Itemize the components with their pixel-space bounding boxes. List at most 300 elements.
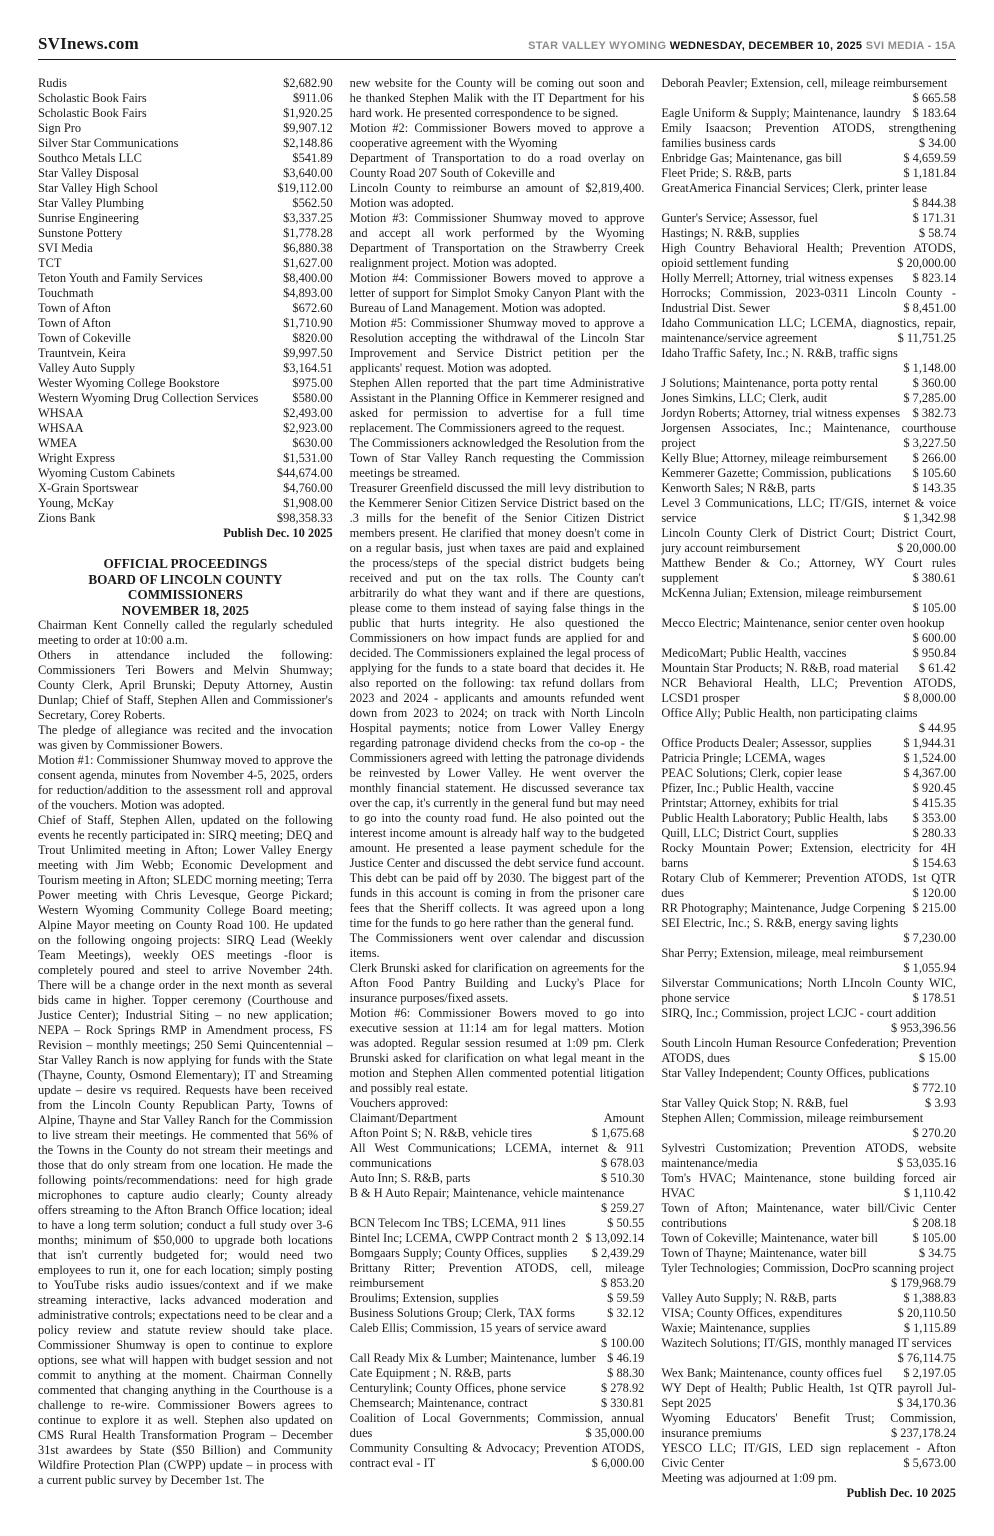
amount-value: $1,531.00: [283, 451, 333, 465]
amount-value: $ 1,675.68: [591, 1126, 645, 1140]
amount-value: $ 183.64: [912, 106, 957, 120]
amount-value: $1,908.00: [283, 496, 333, 510]
claimant-label: South Lincoln Human Resource Confederation; Prevention ATODS, dues: [661, 1036, 957, 1065]
ledger-row: [661, 871, 956, 901]
ledger-row: [661, 241, 956, 271]
article-paragraph: The Commissioners went over calendar and discussion items.: [349, 931, 645, 960]
ledger-row: [661, 826, 956, 841]
ledger-row: [661, 706, 956, 736]
amount-value: $ 330.81: [600, 1396, 645, 1410]
ledger-row: [661, 1006, 956, 1036]
claimant-label: MedicoMart; Public Health, vaccines: [661, 646, 847, 660]
ledger-row: [661, 1291, 956, 1306]
amount-value: $580.00: [292, 391, 333, 405]
claimant-label: Town of Afton; Maintenance, water bill/Civic Center contributions: [661, 1201, 957, 1230]
amount-value: $ 44.95: [918, 721, 957, 735]
article-paragraph: Department of Transportation to do a road overlay on County Road 207 South of Cokeville and: [349, 151, 645, 180]
ledger-row: [661, 421, 956, 451]
ledger-row: [661, 481, 956, 496]
claimant-label: WHSAA: [38, 421, 84, 435]
ledger-row: [38, 361, 333, 376]
ledger-row: [661, 76, 956, 106]
amount-value: $2,923.00: [283, 421, 333, 435]
ledger-row: [38, 511, 333, 526]
column1-paragraphs: [38, 618, 333, 1488]
amount-value: $ 353.00: [912, 811, 957, 825]
ledger-row: [661, 1366, 956, 1381]
claimant-label: Star Valley Quick Stop; N. R&B, fuel: [661, 1096, 849, 1110]
amount-value: $ 2,197.05: [903, 1366, 957, 1380]
claimant-label: Brittany Ritter; Prevention ATODS, cell, mileage reimbursement: [349, 1261, 645, 1290]
ledger-row: [661, 976, 956, 1006]
amount-value: $ 266.00: [912, 451, 957, 465]
folio-date: WEDNESDAY, DECEMBER 10, 2025: [669, 40, 863, 52]
amount-value: $ 88.30: [607, 1366, 645, 1380]
ledger-row: [350, 1321, 645, 1351]
article-columns: [38, 76, 956, 1501]
ledger-row: [350, 1126, 645, 1141]
claimant-label: Office Ally; Public Health, non participating claims: [661, 706, 918, 720]
ledger-row: [38, 466, 333, 481]
amount-value: $6,880.38: [283, 241, 333, 255]
amount-value: $ 154.63: [912, 856, 957, 870]
amount-value: $ 2,439.29: [591, 1246, 645, 1260]
claimant-label: WHSAA: [38, 406, 84, 420]
amount-value: $9,907.12: [283, 121, 333, 135]
amount-value: $ 50.55: [607, 1216, 645, 1230]
claimant-label: TCT: [38, 256, 62, 270]
amount-value: $ 280.33: [912, 826, 957, 840]
ledger-row: [661, 151, 956, 166]
amount-value: $1,627.00: [283, 256, 333, 270]
claimant-label: Stephen Allen; Commission, mileage reimbursement: [661, 1111, 924, 1125]
article-paragraph: Motion #3: Commissioner Shumway moved to approve and accept all work performed by the Wyoming Department of Transportation on the Strawberry Creek realignment project. Motion was adopted.: [349, 211, 645, 270]
claimant-label: Afton Point S; N. R&B, vehicle tires: [349, 1126, 533, 1140]
ledger-row: [661, 1171, 956, 1201]
ledger-row: [38, 211, 333, 226]
claimant-label: J Solutions; Maintenance, porta potty rental: [661, 376, 879, 390]
amount-value: $ 100.00: [600, 1336, 645, 1350]
amount-value: $ 32.12: [607, 1306, 645, 1320]
article-paragraph: Motion #1: Commissioner Shumway moved to approve the consent agenda, minutes from November 4-5, 2025, orders for reduction/addition to the assessment roll and approval of the vouchers. Motion was adopted.: [38, 753, 333, 812]
amount-value: $672.60: [292, 301, 333, 315]
claimant-label: Auto Inn; S. R&B, parts: [349, 1171, 471, 1185]
amount-value: $ 1,055.94: [903, 961, 957, 975]
amount-value: $ 1,524.00: [903, 751, 957, 765]
amount-value: $ 6,000.00: [591, 1456, 645, 1470]
claimant-label: SEI Electric, Inc.; S. R&B, energy saving lights: [661, 916, 899, 930]
ledger-row: [38, 121, 333, 136]
ledger-row: [661, 811, 956, 826]
claimant-label: Young, McKay: [38, 496, 114, 510]
ledger-row: [661, 946, 956, 976]
ledger-row: [38, 301, 333, 316]
amount-value: $ 208.18: [912, 1216, 957, 1230]
claimant-label: Hastings; N. R&B, supplies: [661, 226, 800, 240]
ledger-row: [38, 421, 333, 436]
publish-line-2: Publish Dec. 10 2025: [846, 1486, 957, 1500]
amount-value: $2,493.00: [283, 406, 333, 420]
ledger-row: [661, 1231, 956, 1246]
voucher-amount-header: Amount: [603, 1111, 645, 1125]
article-paragraph: Clerk Brunski asked for clarification on agreements for the Afton Food Pantry Building and Lucky's Place for insurance purposes/fixed assets.: [349, 961, 645, 1005]
ledger-row: [38, 196, 333, 211]
ledger-row: [661, 1306, 956, 1321]
claimant-label: Scholastic Book Fairs: [38, 91, 147, 105]
claimant-label: Business Solutions Group; Clerk, TAX forms: [349, 1306, 575, 1320]
claimant-label: Valley Auto Supply; N. R&B, parts: [661, 1291, 837, 1305]
amount-value: $ 105.60: [912, 466, 957, 480]
ledger-row: [661, 1246, 956, 1261]
ledger-row: [350, 1351, 645, 1366]
claimant-label: Wazitech Solutions; IT/GIS, monthly managed IT services: [661, 1336, 952, 1350]
claimant-label: Fleet Pride; S. R&B, parts: [661, 166, 792, 180]
claimant-label: Matthew Bender & Co.; Attorney, WY Court rules supplement: [661, 556, 957, 585]
ledger-row: [38, 496, 333, 511]
claimant-label: Star Valley Plumbing: [38, 196, 144, 210]
claimant-label: Teton Youth and Family Services: [38, 271, 203, 285]
article-paragraph: The Commissioners acknowledged the Resolution from the Town of Star Valley Ranch requesting the Commission meetings be streamed.: [349, 436, 645, 480]
amount-value: $ 61.42: [918, 661, 957, 675]
ledger-row: [38, 376, 333, 391]
amount-value: $ 1,342.98: [903, 511, 957, 525]
claimant-label: VISA; County Offices, expenditures: [661, 1306, 843, 1320]
ledger-row: [661, 496, 956, 526]
claimant-label: Western Wyoming Drug Collection Services: [38, 391, 259, 405]
claimant-label: Sunstone Pottery: [38, 226, 123, 240]
amount-value: $ 4,659.59: [903, 151, 957, 165]
masthead-divider: [38, 59, 956, 60]
ledger-row: [661, 1441, 956, 1471]
amount-value: $ 1,115.89: [903, 1321, 957, 1335]
column2-paragraphs: [350, 76, 645, 1111]
ledger-row: [661, 391, 956, 406]
amount-value: $ 20,000.00: [897, 541, 957, 555]
amount-value: $ 950.84: [912, 646, 957, 660]
claimant-label: Sylvestri Customization; Prevention ATODS, website maintenance/media: [661, 1141, 957, 1170]
amount-value: $820.00: [292, 331, 333, 345]
ledger-row: [38, 451, 333, 466]
ledger-row: [38, 256, 333, 271]
claimant-label: SVI Media: [38, 241, 93, 255]
claimant-label: Printstar; Attorney, exhibits for trial: [661, 796, 839, 810]
claimant-label: PEAC Solutions; Clerk, copier lease: [661, 766, 843, 780]
folio-line: [528, 40, 956, 52]
ledger-row: [350, 1231, 645, 1246]
claimant-label: WY Dept of Health; Public Health, 1st QTR payroll Jul-Sept 2025: [661, 1381, 957, 1410]
amount-value: $ 1,110.42: [903, 1186, 957, 1200]
claimant-label: WMEA: [38, 436, 78, 450]
claimant-label: Sunrise Engineering: [38, 211, 139, 225]
claimant-label: Call Ready Mix & Lumber; Maintenance, lumber: [349, 1351, 596, 1365]
claimant-label: High Country Behavioral Health; Prevention ATODS, opioid settlement funding: [661, 241, 957, 270]
claimant-label: Wyoming Educators' Benefit Trust; Commission, insurance premiums: [661, 1411, 957, 1440]
claimant-label: Tom's HVAC; Maintenance, stone building forced air HVAC: [661, 1171, 957, 1200]
amount-value: $562.50: [292, 196, 333, 210]
amount-value: $3,640.00: [283, 166, 333, 180]
amount-value: $ 215.00: [912, 901, 957, 915]
amount-value: $2,682.90: [283, 76, 333, 90]
ledger-row: [661, 1336, 956, 1366]
ledger-row: [661, 841, 956, 871]
ledger-row: [661, 106, 956, 121]
claimant-label: Town of Afton: [38, 316, 111, 330]
claimant-label: Rocky Mountain Power; Extension, electricity for 4H barns: [661, 841, 957, 870]
amount-value: $ 53,035.16: [897, 1156, 957, 1170]
claimant-label: Kenworth Sales; N R&B, parts: [661, 481, 816, 495]
ledger-row: [661, 286, 956, 316]
ledger-row: [661, 451, 956, 466]
claimant-label: Bomgaars Supply; County Offices, supplies: [349, 1246, 568, 1260]
ledger-row: [661, 781, 956, 796]
claimant-label: Town of Cokeville: [38, 331, 131, 345]
claimant-label: Wyoming Custom Cabinets: [38, 466, 175, 480]
article-paragraph: Motion #4: Commissioner Bowers moved to approve a letter of support for Simplot Smoky Canyon Plant with the Bureau of Land Management. Motion was adopted.: [349, 271, 645, 315]
claimant-label: Caleb Ellis; Commission, 15 years of service award: [349, 1321, 607, 1335]
amount-value: $9,997.50: [283, 346, 333, 360]
ledger-row: [661, 346, 956, 376]
amount-value: $ 823.14: [912, 271, 957, 285]
ledger-row: [38, 436, 333, 451]
amount-value: $1,778.28: [283, 226, 333, 240]
claimant-label: Scholastic Book Fairs: [38, 106, 147, 120]
claimant-label: Eagle Uniform & Supply; Maintenance, laundry: [661, 106, 901, 120]
amount-value: $ 4,367.00: [903, 766, 957, 780]
claimant-label: Office Products Dealer; Assessor, supplies: [661, 736, 872, 750]
ledger-row: [661, 916, 956, 946]
amount-value: $19,112.00: [277, 181, 333, 195]
vouchers-list-1: [350, 1126, 645, 1471]
amount-value: $ 58.74: [918, 226, 957, 240]
amount-value: $ 8,451.00: [903, 301, 957, 315]
amount-value: $2,148.86: [283, 136, 333, 150]
amount-value: $911.06: [292, 91, 333, 105]
amount-value: $ 46.19: [607, 1351, 645, 1365]
amount-value: $ 844.38: [912, 196, 957, 210]
article-paragraph: Stephen Allen reported that the part time Administrative Assistant in the Planning Office in Kemmerer resigned and asked for permission to advertise for a full time replacement. The Commissioners agreed to the request.: [349, 376, 645, 435]
claimant-label: All West Communications; LCEMA, internet & 911 communications: [349, 1141, 645, 1170]
article-paragraph: Chief of Staff, Stephen Allen, updated on the following events he recently participated in: SIRQ meeting; DEQ and Trout Unlimited meeting in Afton; Lower Valley Energy meeting with Jim Webb; Economic Development and Tourism meeting in Afton; SLEDC morning meeting; Terra Power meeting with Chris Levesque, George Pickard; Western Wyoming Community College Board meeting; Alpine Mayor meeting on County Road 100. He updated on the following ongoing projects: SIRQ Lead (Weekly Team Meetings), weekly OES meetings -floor is completely poured and steel to arrive November 24th. There will be a change order in the next month as several bids came in higher. Topper ceremony (Courthouse and Justice Center); Industrial Siting – no new application; NEPA – Rock Springs RMP in Amendment process, FS Revision – monthly meetings; 250 Semi Quincentennial – Star Valley Ranch is now applying for funds with the State (Thayne, County, Osmond Elementary); IT and Streaming update – desire vs required. Requests have been received from the Lincoln County Republican Party, Towns of Alpine, Thayne and Star Valley Ranch for the Commission to live stream their meetings. He commented that 56% of the Towns in the County do not stream their meetings and those that do only stream from one location. He made the following points/recommendations: need for high grade microphones to capture audio clearly; County already offers streaming to the Afton Branch Office location; ideal to have a long term solution; conduct a full study over 3-6 months; minimum of $50,000 to upgrade both locations that isn't currently budgeted for; would need two employees to run it, one for each location; simply posting to YouTube risks audio issues/context and if we make streaming interactive, lacks advanced moderation and administrative controls; expectations need to be clear and a policy review and statute review should take place. Commissioner Shumway is open to continue to explore options, see what will happen with budget session and not commit to anything at the moment. Chairman Connelly commented that changing anything in the Courthouse is a challenge to re-wire. Commissioner Bowers agrees to continue to explore it as well. Stephen also updated on CMS Rural Health Transformation Program – December 31st awardees by State ($50 Billion) and Community Wildfire Protection Plan (CWPP) update – in process with a current public survey by December 1st. The: [38, 813, 333, 1487]
claimant-label: Star Valley Independent; County Offices, publications: [661, 1066, 930, 1080]
claimant-label: Town of Thayne; Maintenance, water bill: [661, 1246, 867, 1260]
amount-value: $ 105.00: [912, 1231, 957, 1245]
amount-value: $ 35,000.00: [585, 1426, 645, 1440]
claimant-label: Pfizer, Inc.; Public Health, vaccine: [661, 781, 834, 795]
proceedings-title: OFFICIAL PROCEEDINGS: [103, 556, 268, 571]
ledger-row: [661, 556, 956, 586]
amount-value: $ 7,285.00: [903, 391, 957, 405]
folio-media: SVI MEDIA - 15A: [862, 40, 956, 52]
amount-value: $ 600.00: [912, 631, 957, 645]
claimant-label: Mountain Star Products; N. R&B, road material: [661, 661, 899, 675]
amount-value: $8,400.00: [283, 271, 333, 285]
ledger-row: [661, 1096, 956, 1111]
voucher-table-header: [350, 1111, 645, 1126]
ledger-row: [661, 901, 956, 916]
ledger-row: [661, 406, 956, 421]
ledger-row: [661, 181, 956, 211]
ledger-row: [661, 1141, 956, 1171]
ledger-row: [661, 316, 956, 346]
amount-value: $ 34,170.36: [897, 1396, 957, 1410]
amount-value: $ 920.45: [912, 781, 957, 795]
ledger-row: [350, 1411, 645, 1441]
amount-value: $4,893.00: [283, 286, 333, 300]
claimant-label: Lincoln County Clerk of District Court; District Court, jury account reimbursement: [661, 526, 957, 555]
amount-value: $ 171.31: [912, 211, 957, 225]
amount-value: $ 20,110.50: [897, 1306, 957, 1320]
ledger-row: [350, 1381, 645, 1396]
column-3: [661, 76, 956, 1501]
ledger-row: [350, 1186, 645, 1216]
claimant-label: Broulims; Extension, supplies: [349, 1291, 499, 1305]
claimant-label: Holly Merrell; Attorney, trial witness expenses: [661, 271, 894, 285]
ledger-row: [661, 586, 956, 616]
claimant-label: Wex Bank; Maintenance, county offices fuel: [661, 1366, 883, 1380]
ledger-row: [38, 181, 333, 196]
claimant-label: Gunter's Service; Assessor, fuel: [661, 211, 818, 225]
claimant-label: Bintel Inc; LCEMA, CWPP Contract month 2: [349, 1231, 579, 1245]
ledger-row: [661, 796, 956, 811]
ledger-row: [350, 1306, 645, 1321]
amount-value: $ 853.20: [600, 1276, 645, 1290]
ledger-row: [661, 1321, 956, 1336]
claimant-label: Idaho Communication LLC; LCEMA, diagnostics, repair, maintenance/service agreement: [661, 316, 957, 345]
claimant-label: BCN Telecom Inc TBS; LCEMA, 911 lines: [349, 1216, 566, 1230]
amount-value: $ 1,944.31: [903, 736, 957, 750]
article-paragraph: Lincoln County to reimburse an amount of $2,819,400. Motion was adopted.: [349, 181, 645, 210]
ledger-row: [661, 661, 956, 676]
claimant-label: Emily Isaacson; Prevention ATODS, strengthening families business cards: [661, 121, 957, 150]
amount-value: $ 8,000.00: [903, 691, 957, 705]
amount-value: $541.89: [292, 151, 333, 165]
claimant-label: Community Consulting & Advocacy; Prevention ATODS, contract eval - IT: [349, 1441, 645, 1470]
claimant-label: RR Photography; Maintenance, Judge Corpening: [661, 901, 906, 915]
ledger-row: [661, 271, 956, 286]
claimant-label: Sign Pro: [38, 121, 82, 135]
claimant-label: X-Grain Sportswear: [38, 481, 139, 495]
claimant-label: Zions Bank: [38, 511, 96, 525]
claimant-label: Centurylink; County Offices, phone service: [349, 1381, 566, 1395]
amount-value: $ 34.00: [918, 136, 957, 150]
claimant-label: Tyler Technologies; Commission, DocPro scanning project: [661, 1261, 954, 1275]
ledger-row: [38, 271, 333, 286]
ledger-row: [661, 526, 956, 556]
ledger-row: [38, 391, 333, 406]
ledger-row: [38, 286, 333, 301]
ledger-row: [661, 736, 956, 751]
claimant-label: Valley Auto Supply: [38, 361, 136, 375]
amount-value: $ 772.10: [912, 1081, 957, 1095]
vouchers-list-2: [661, 76, 956, 1471]
claimant-label: Rotary Club of Kemmerer; Prevention ATODS, 1st QTR dues: [661, 871, 957, 900]
ledger-row: [661, 211, 956, 226]
article-paragraph: Motion #5: Commissioner Shumway moved to approve a Resolution accepting the withdrawal of the Lincoln Star Improvement and Service District petition per the applicants' request. Motion was adopted.: [349, 316, 645, 375]
column-2: [350, 76, 645, 1501]
ledger-row: [661, 1201, 956, 1231]
claimant-label: Public Health Laboratory; Public Health, labs: [661, 811, 888, 825]
ledger-row: [38, 151, 333, 166]
ledger-row: [661, 466, 956, 481]
claimant-label: Silver Star Communications: [38, 136, 179, 150]
amount-value: $ 76,114.75: [897, 1351, 957, 1365]
ledger-row: [38, 346, 333, 361]
claimant-label: Star Valley Disposal: [38, 166, 139, 180]
amount-value: $ 270.20: [912, 1126, 957, 1140]
article-paragraph: Vouchers approved:: [349, 1096, 449, 1110]
ledger-row: [661, 766, 956, 781]
claimant-label: Chemsearch; Maintenance, contract: [349, 1396, 528, 1410]
ledger-row: [661, 646, 956, 661]
claimant-label: Rudis: [38, 76, 67, 90]
amount-value: $ 237,178.24: [890, 1426, 957, 1440]
claimant-label: Horrocks; Commission, 2023-0311 Lincoln County - Industrial Dist. Sewer: [661, 286, 957, 315]
adjournment-line: Meeting was adjourned at 1:09 pm.: [661, 1471, 837, 1485]
proceedings-date: NOVEMBER 18, 2025: [121, 602, 249, 618]
article-paragraph: new website for the County will be coming out soon and he thanked Stephen Malik with the IT Department for his hard work. He presented correspondence to be signed.: [349, 76, 645, 120]
article-paragraph: Chairman Kent Connelly called the regularly scheduled meeting to order at 10:00 a.m.: [38, 618, 333, 647]
column-1: [38, 76, 333, 1501]
claimant-label: Kelly Blue; Attorney, mileage reimbursement: [661, 451, 888, 465]
amount-value: $ 510.30: [600, 1171, 645, 1185]
ledger-row: [350, 1216, 645, 1231]
amount-value: $ 143.35: [912, 481, 957, 495]
claimant-label: Trauntvein, Keira: [38, 346, 126, 360]
claimant-label: Level 3 Communications, LLC; IT/GIS, internet & voice service: [661, 496, 957, 525]
claimant-label: Town of Cokeville; Maintenance, water bill: [661, 1231, 878, 1245]
claimant-label: McKenna Julian; Extension, mileage reimbursement: [661, 586, 922, 600]
ledger-row: [661, 1111, 956, 1141]
ledger-row: [661, 226, 956, 241]
amount-value: $ 3,227.50: [903, 436, 957, 450]
ledger-row: [38, 91, 333, 106]
ledger-row: [38, 406, 333, 421]
publish-line-1: Publish Dec. 10 2025: [223, 526, 333, 540]
claimant-label: Jorgensen Associates, Inc.; Maintenance, courthouse project: [661, 421, 957, 450]
ledger-row: [38, 226, 333, 241]
claimant-label: Southco Metals LLC: [38, 151, 142, 165]
claimant-label: Wester Wyoming College Bookstore: [38, 376, 220, 390]
claimant-label: Touchmath: [38, 286, 94, 300]
claimant-label: Star Valley High School: [38, 181, 158, 195]
amount-value: $975.00: [292, 376, 333, 390]
ledger-row: [661, 616, 956, 646]
claimant-label: Jones Simkins, LLC; Clerk, audit: [661, 391, 828, 405]
amount-value: $ 1,148.00: [903, 361, 957, 375]
ledger-row: [38, 241, 333, 256]
amount-value: $ 120.00: [912, 886, 957, 900]
amount-value: $3,337.25: [283, 211, 333, 225]
claimant-label: Enbridge Gas; Maintenance, gas bill: [661, 151, 842, 165]
amount-value: $ 278.92: [600, 1381, 645, 1395]
claimant-label: NCR Behavioral Health, LLC; Prevention ATODS, LCSD1 prosper: [661, 676, 957, 705]
article-paragraph: The pledge of allegiance was recited and the invocation was given by Commissioner Bowers.: [38, 723, 333, 752]
amount-value: $ 1,388.83: [903, 1291, 957, 1305]
article-paragraph: Motion #2: Commissioner Bowers moved to approve a cooperative agreement with the Wyoming: [349, 121, 645, 150]
ledger-row: [661, 676, 956, 706]
ledger-row: [38, 481, 333, 496]
amount-value: $ 1,181.84: [903, 166, 957, 180]
amount-value: $ 11,751.25: [897, 331, 957, 345]
claimant-label: Patricia Pringle; LCEMA, wages: [661, 751, 826, 765]
amount-value: $4,760.00: [283, 481, 333, 495]
claimant-label: Mecco Electric; Maintenance, senior center oven hookup: [661, 616, 945, 630]
ledger-row: [350, 1246, 645, 1261]
ledger-row: [38, 136, 333, 151]
claimant-label: Idaho Traffic Safety, Inc.; N. R&B, traffic signs: [661, 346, 898, 360]
amount-value: $ 953,396.56: [890, 1021, 957, 1035]
amount-value: $ 259.27: [600, 1201, 645, 1215]
